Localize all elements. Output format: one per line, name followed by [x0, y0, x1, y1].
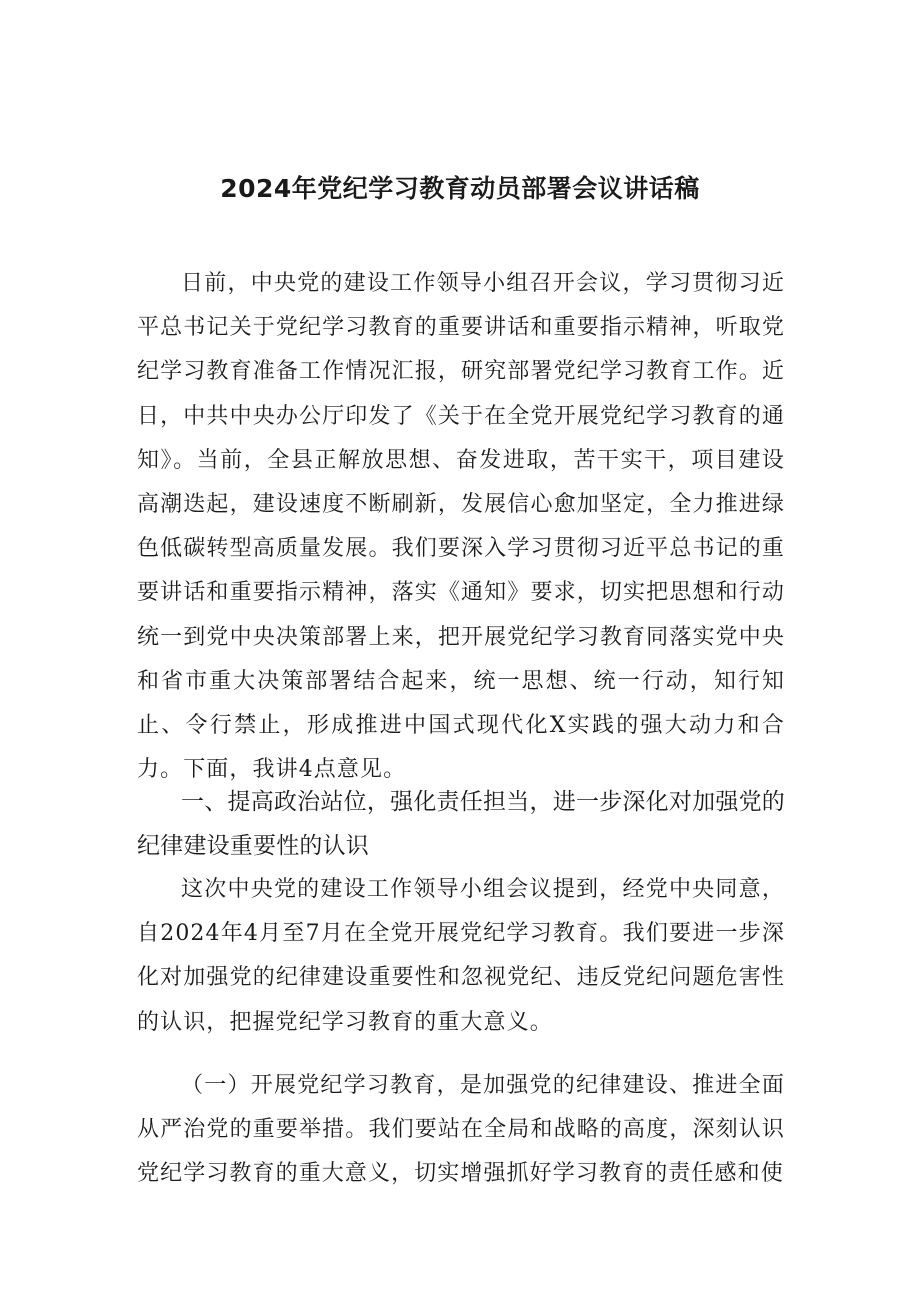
paragraph-subsection-1: （一）开展党纪学习教育，是加强党的纪律建设、推进全面从严治党的重要举措。我们要站在全局和战略的高度，深刻认识党纪学习教育的重大意义，切实增强抓好学习教育的责任感和使: [137, 1073, 785, 1187]
document-title: 2024年党纪学习教育动员部署会议讲话稿: [220, 174, 700, 203]
section-heading-1: 一、提高政治站位，强化责任担当，进一步深化对加强党的纪律建设重要性的认识: [137, 789, 785, 859]
paragraph-intro: 日前，中央党的建设工作领导小组召开会议，学习贯彻习近平总书记关于党纪学习教育的重要讲话和重要指示精神，听取党纪学习教育准备工作情况汇报，研究部署党纪学习教育工作。近日，中共中央办公厅印发了《关于在全党开展党纪学习教育的通知》。当前，全县正解放思想、奋发进取，苦干实干，项目建设高潮迭起，建设速度不断刷新，发展信心愈加坚定，全力推进绿色低碳转型高质量发展。我们要深入学习贯彻习近平总书记的重要讲话和重要指示精神，落实《通知》要求，切实把思想和行动统一到党中央决策部署上来，把开展党纪学习教育同落实党中央和省市重大决策部署结合起来，统一思想、统一行动，知行知止、令行禁止，形成推进中国式现代化X实践的强大动力和合力。下面，我讲4点意见。: [137, 271, 785, 783]
paragraph-section-1: 这次中央党的建设工作领导小组会议提到，经党中央同意，自2024年4月至7月在全党开展党纪学习教育。我们要进一步深化对加强党的纪律建设重要性和忽视党纪、违反党纪问题危害性的认识，把握党纪学习教育的重大意义。: [137, 877, 785, 1035]
